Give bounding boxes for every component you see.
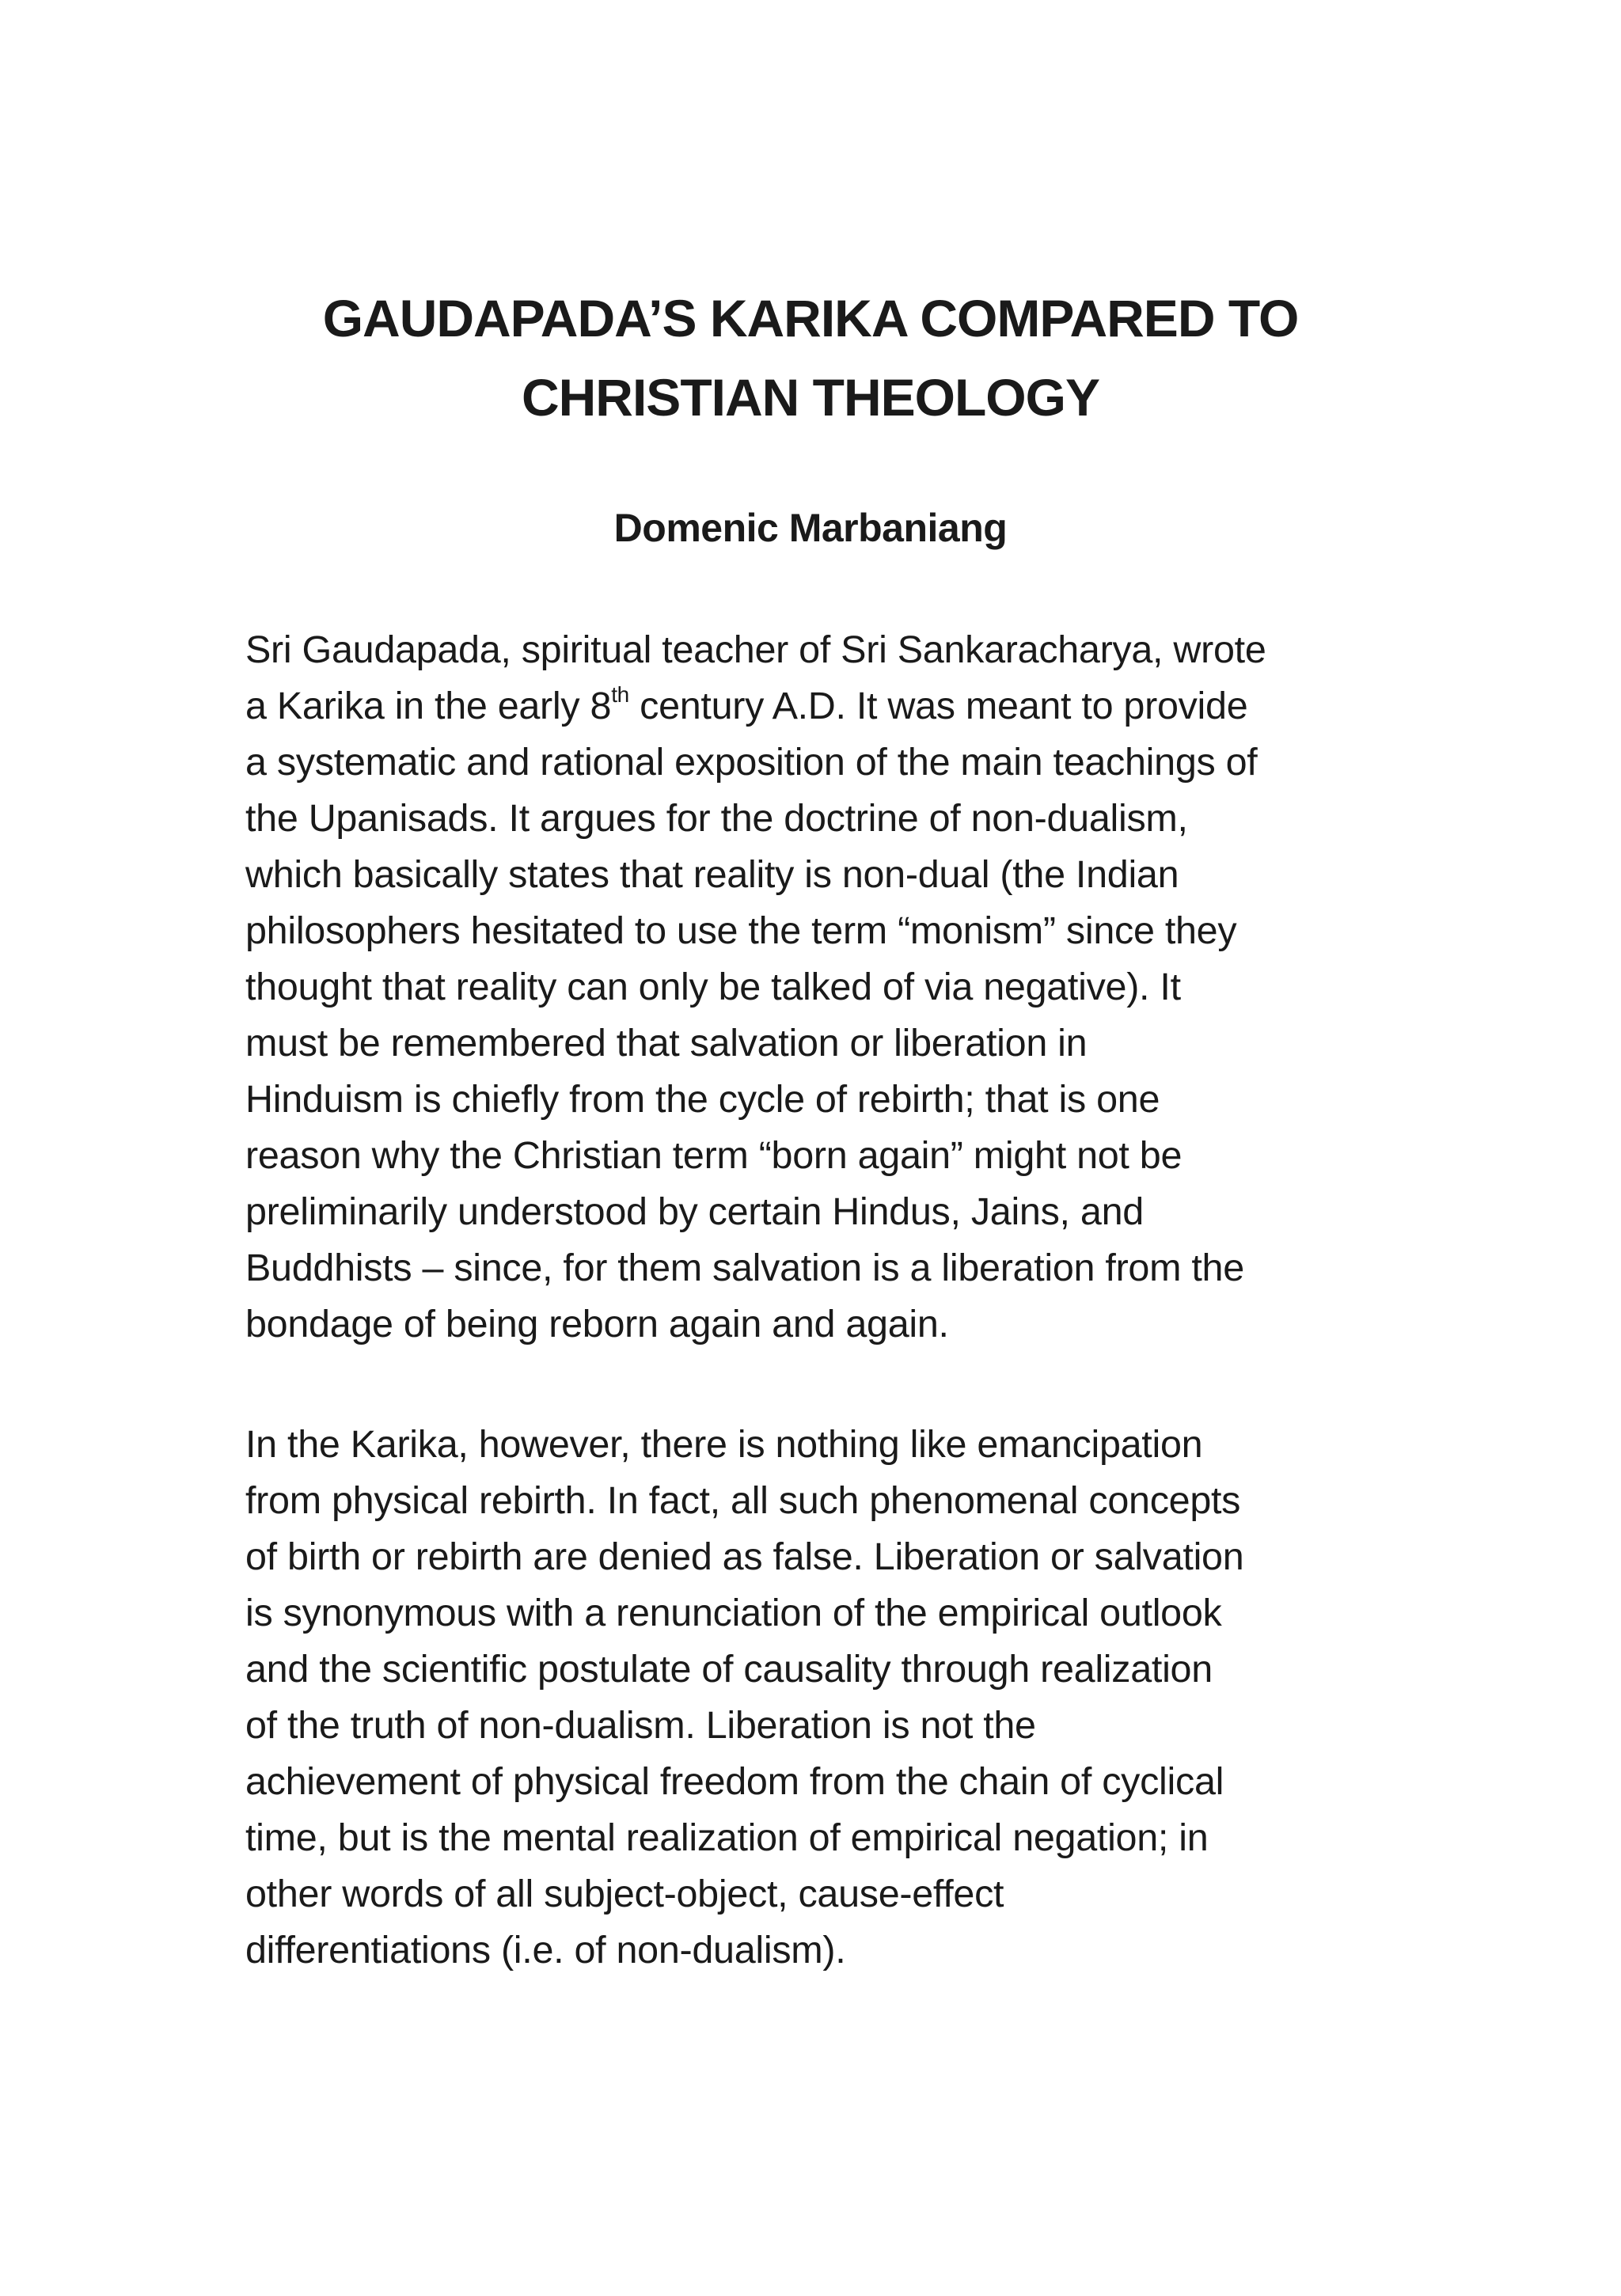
paragraph-1	[245, 622, 1409, 1353]
paragraph-line: preliminarily understood by certain Hindus, Jains, and	[245, 1190, 1144, 1233]
paragraph-line	[245, 678, 1409, 734]
paragraph-line: philosophers hesitated to use the term “monism” since they	[245, 909, 1237, 952]
paragraph-line: thought that reality can only be talked of via negative). It	[245, 966, 1181, 1008]
paragraph-line: which basically states that reality is non-dual (the Indian	[245, 853, 1179, 896]
author-name: Domenic Marbaniang	[613, 506, 1008, 550]
paragraph-line: from physical rebirth. In fact, all such phenomenal concepts	[245, 1479, 1241, 1522]
paragraph-line: the Upanisads. It argues for the doctrine of non-dualism,	[245, 797, 1188, 840]
paragraph-line: and the scientific postulate of causality through realization	[245, 1648, 1213, 1691]
paragraph-line: Hinduism is chiefly from the cycle of rebirth; that is one	[245, 1078, 1160, 1121]
paragraph-2	[245, 1417, 1409, 1979]
paragraph-line: differentiations (i.e. of non-dualism).	[245, 1929, 846, 1972]
paragraph-line: of birth or rebirth are denied as false. Liberation or salvation	[245, 1535, 1244, 1578]
document-title	[237, 279, 1384, 437]
paragraph-line: Sri Gaudapada, spiritual teacher of Sri Sankaracharya, wrote	[245, 628, 1266, 671]
paragraph-line: must be remembered that salvation or liberation in	[245, 1022, 1088, 1065]
paragraph-line: time, but is the mental realization of empirical negation; in	[245, 1816, 1209, 1859]
paragraph-line: achievement of physical freedom from the chain of cyclical	[245, 1760, 1224, 1803]
paragraph-line: a systematic and rational exposition of the main teachings of	[245, 741, 1258, 784]
paragraph-line: In the Karika, however, there is nothing like emancipation	[245, 1423, 1203, 1466]
title-line-2: CHRISTIAN THEOLOGY	[521, 368, 1099, 427]
ordinal-superscript: th	[611, 681, 629, 707]
paragraph-line: other words of all subject-object, cause-effect	[245, 1873, 1004, 1915]
paragraph-line: is synonymous with a renunciation of the empirical outlook	[245, 1592, 1222, 1634]
paragraph-line: bondage of being reborn again and again.	[245, 1303, 949, 1345]
paragraph-line: reason why the Christian term “born again” might not be	[245, 1134, 1183, 1177]
paragraph-text: century A.D. It was meant to provide	[628, 685, 1248, 727]
paragraph-line: Buddhists – since, for them salvation is a liberation from the	[245, 1247, 1244, 1289]
paragraph-text: a Karika in the early 8	[245, 685, 612, 727]
title-line-1: GAUDAPADA’S KARIKA COMPARED TO	[322, 289, 1299, 347]
paragraph-line: of the truth of non-dualism. Liberation is not the	[245, 1704, 1036, 1747]
